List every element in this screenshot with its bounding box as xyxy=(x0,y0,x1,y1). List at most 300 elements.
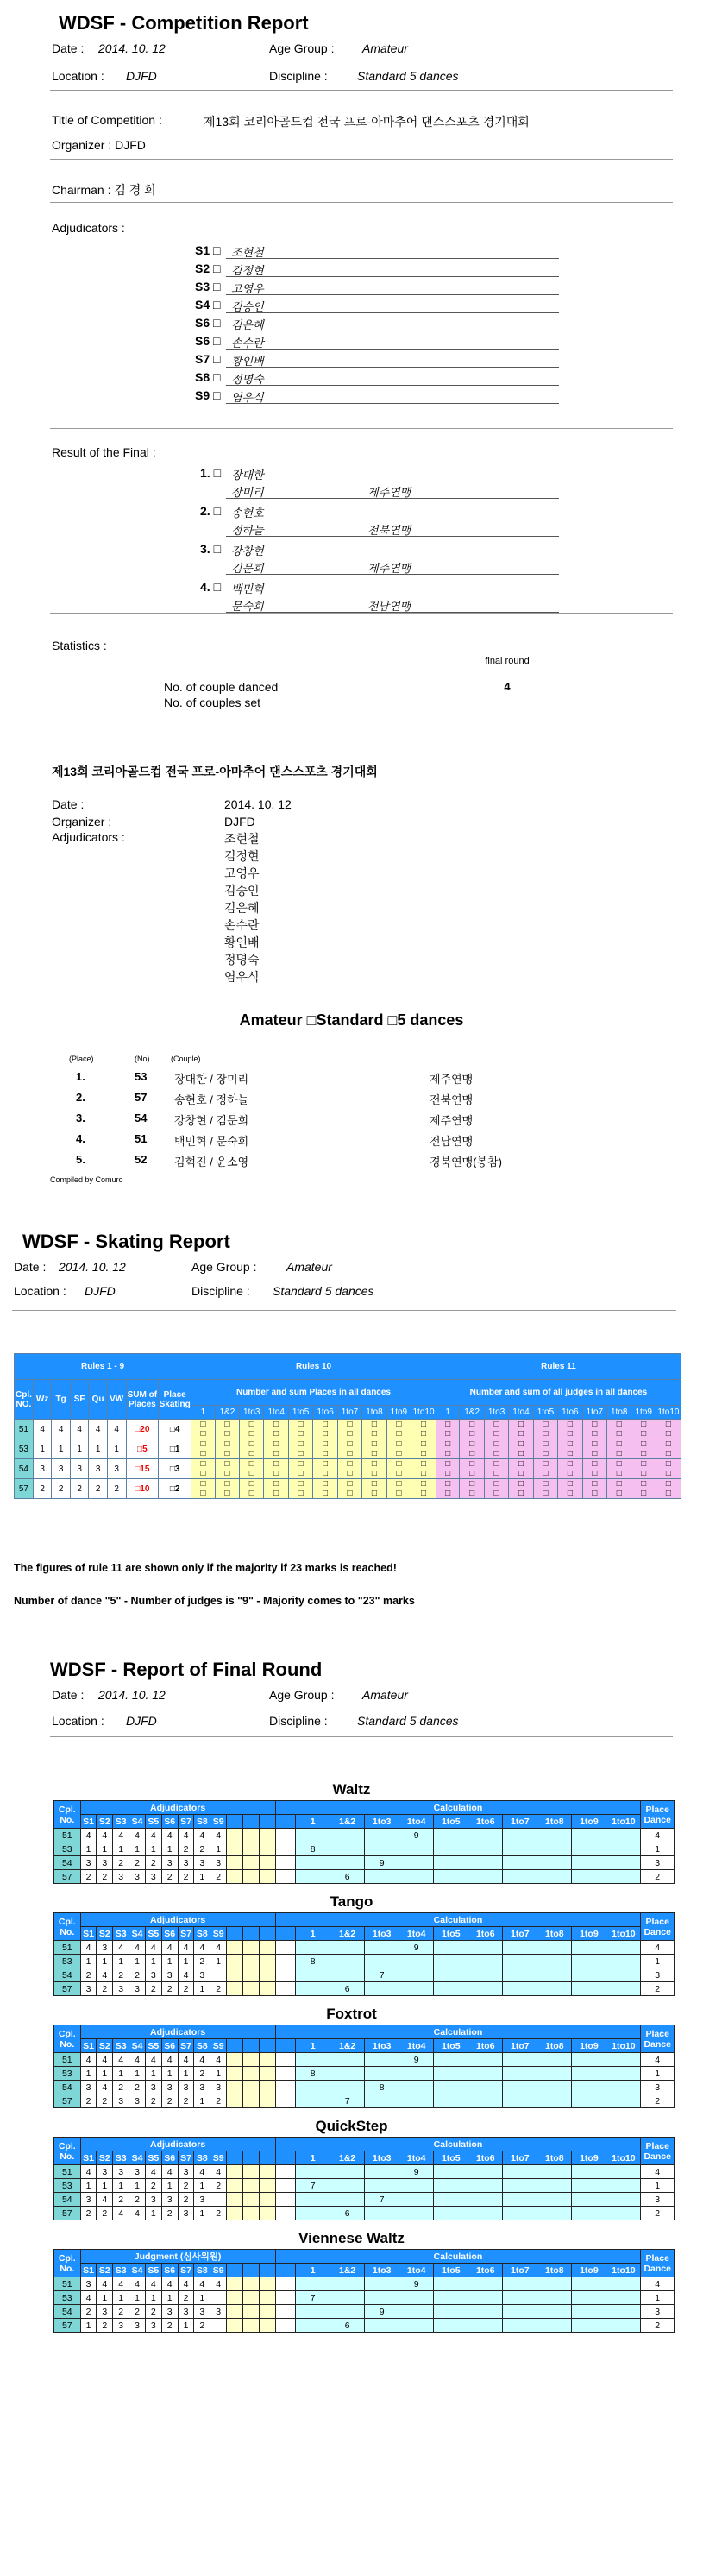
skating-sum: □20 xyxy=(126,1420,159,1439)
calc-col: 1to3 xyxy=(365,2264,399,2277)
adjudicator-mark: 1 xyxy=(80,2319,97,2333)
adjudicator-name: 김은혜 xyxy=(231,318,264,331)
calc-col: 1to7 xyxy=(503,1815,537,1829)
date-value: 2014. 10. 12 xyxy=(98,41,166,55)
calc-value xyxy=(468,1955,503,1968)
cpl-number: 53 xyxy=(54,2291,81,2305)
calc-value xyxy=(537,1941,572,1955)
calc-value xyxy=(537,2207,572,2220)
age-group-label: Age Group : xyxy=(269,41,335,55)
calc-value: 9 xyxy=(365,1856,399,1870)
calc-col: 1to4 xyxy=(399,1927,434,1941)
adjudicator-col: S7 xyxy=(178,1815,194,1829)
calc-value xyxy=(537,2081,572,2094)
rule11-cell: □ □ xyxy=(533,1439,557,1459)
rule11-cell: □ □ xyxy=(656,1479,681,1499)
adjudicator-col: S9 xyxy=(210,1815,227,1829)
calc-col: 1to9 xyxy=(572,2264,606,2277)
adjudicators-label: Adjudicators : xyxy=(52,221,125,235)
adjudicator-mark: 2 xyxy=(161,2207,178,2220)
blank-cell xyxy=(259,2067,275,2081)
calc-value xyxy=(537,1856,572,1870)
adjudicator-col: S1 xyxy=(80,1927,97,1941)
summary-place: 1. xyxy=(76,1070,85,1083)
blank-cell xyxy=(227,2094,243,2108)
divider xyxy=(50,90,673,91)
calc-value: 9 xyxy=(399,2053,434,2067)
adjudicator-mark: 3 xyxy=(97,2165,113,2179)
blank-cell xyxy=(242,2053,259,2067)
blank-cell xyxy=(227,2291,243,2305)
blank-cell xyxy=(242,2094,259,2108)
adjudicator-col: S8 xyxy=(194,2151,210,2165)
comp-title-label: Title of Competition : xyxy=(52,113,162,127)
calc-value xyxy=(503,2081,537,2094)
calc-value xyxy=(434,2067,468,2081)
calc-col-header: 1to4 xyxy=(264,1406,288,1420)
adjudicator-mark: 1 xyxy=(161,2179,178,2193)
adjudicator-mark: 1 xyxy=(178,2319,194,2333)
calc-col: 1to6 xyxy=(468,2264,503,2277)
adjudicator-mark: 4 xyxy=(194,1941,210,1955)
dance-row xyxy=(54,2305,675,2319)
result-place: 4. □ xyxy=(200,580,222,594)
calc-value xyxy=(572,2207,606,2220)
calc-value xyxy=(296,1982,330,1996)
rule11-cell: □ □ xyxy=(631,1479,656,1499)
calc-col: 1 xyxy=(296,2039,330,2053)
calc-col: 1to8 xyxy=(537,2264,572,2277)
calc-value xyxy=(572,2193,606,2207)
calc-value xyxy=(434,1968,468,1982)
calc-value xyxy=(537,2291,572,2305)
calc-value: 7 xyxy=(296,2179,330,2193)
calc-col: 1to10 xyxy=(606,1815,641,1829)
calc-value xyxy=(365,2277,399,2291)
blank-cell xyxy=(275,1829,296,1842)
rule10-cell: □ □ xyxy=(240,1439,264,1459)
adjudicator-name: 황인배 xyxy=(231,355,264,368)
calc-value: 9 xyxy=(365,2305,399,2319)
adjudicator-mark: 3 xyxy=(145,2319,161,2333)
adjudicator-mark: 4 xyxy=(161,2277,178,2291)
rule10-cell: □ □ xyxy=(288,1479,312,1499)
adjudicator-mark: 3 xyxy=(129,2319,146,2333)
calc-value xyxy=(572,1856,606,1870)
skating-dance-place: 3 xyxy=(33,1459,52,1479)
calc-col: 1to10 xyxy=(606,2151,641,2165)
skating-dance-place: 4 xyxy=(33,1420,52,1439)
adjudicator-mark: 3 xyxy=(97,1941,113,1955)
calc-value xyxy=(503,2319,537,2333)
calc-value xyxy=(537,2305,572,2319)
adjudicator-mark: 1 xyxy=(129,2067,146,2081)
calc-value xyxy=(399,2207,434,2220)
calc-value xyxy=(468,2165,503,2179)
cpl-header: Cpl. No. xyxy=(54,1913,81,1941)
calc-col: 1to8 xyxy=(537,1815,572,1829)
adjudicator-col: S7 xyxy=(178,2151,194,2165)
blank-cell xyxy=(227,1941,243,1955)
place-dance: 2 xyxy=(641,2319,675,2333)
adjudicator-mark: 3 xyxy=(161,1856,178,1870)
calc-value xyxy=(503,1829,537,1842)
adjudicator-mark: 1 xyxy=(129,1842,146,1856)
blank-cell xyxy=(227,2207,243,2220)
summary-number: 54 xyxy=(135,1112,148,1124)
adjudicator-name: 조현철 xyxy=(231,246,264,259)
adjudicator-mark: 3 xyxy=(145,2193,161,2207)
cpl-number: 53 xyxy=(54,2179,81,2193)
calc-value xyxy=(606,2094,641,2108)
skating-dance-place: 2 xyxy=(70,1479,88,1499)
blank-cell xyxy=(227,1829,243,1842)
adjudicator-mark: 1 xyxy=(210,1955,227,1968)
calc-value xyxy=(572,1955,606,1968)
adjudicator-col: S9 xyxy=(210,2264,227,2277)
blank-cell xyxy=(242,1955,259,1968)
adjudicator-mark: 2 xyxy=(80,1870,97,1884)
adjudicator-mark: 1 xyxy=(113,2179,129,2193)
calc-value xyxy=(606,1982,641,1996)
cpl-number: 57 xyxy=(54,1870,81,1884)
place-dance: 3 xyxy=(641,2193,675,2207)
rule11-cell: □ □ xyxy=(656,1439,681,1459)
adjudicator-mark: 1 xyxy=(178,1955,194,1968)
calc-value xyxy=(468,2207,503,2220)
adjudicator-mark: 4 xyxy=(210,2277,227,2291)
adjudicator-mark: 3 xyxy=(113,2319,129,2333)
calc-col-header: 1to10 xyxy=(411,1406,436,1420)
calc-value xyxy=(503,1870,537,1884)
calc-value xyxy=(606,2067,641,2081)
calc-col: 1to3 xyxy=(365,1815,399,1829)
rule11-cell: □ □ xyxy=(582,1479,606,1499)
adjudicator-mark: 4 xyxy=(129,2207,146,2220)
fr-location-label: Location : xyxy=(52,1714,104,1728)
calc-value xyxy=(468,2179,503,2193)
adjudicator-mark: 2 xyxy=(113,2305,129,2319)
adjudicator-col: S4 xyxy=(129,1927,146,1941)
sk-age-label: Age Group : xyxy=(191,1260,257,1274)
blank-cell xyxy=(259,2277,275,2291)
rule11-cell: □ □ xyxy=(558,1459,582,1479)
rule11-cell: □ □ xyxy=(484,1420,508,1439)
blank-cell xyxy=(259,2207,275,2220)
calc-value xyxy=(606,2319,641,2333)
blank-cell xyxy=(259,1856,275,1870)
result-region: 전북연맹 xyxy=(367,524,411,537)
adjudicator-mark: 1 xyxy=(210,2067,227,2081)
calc-value xyxy=(572,2277,606,2291)
adjudicator-col: S4 xyxy=(129,2039,146,2053)
calc-value xyxy=(537,1870,572,1884)
calc-value xyxy=(365,2165,399,2179)
adjudicator-mark: 1 xyxy=(97,2291,113,2305)
calc-value xyxy=(537,2053,572,2067)
rules-11-subheader: Number and sum of all judges in all dances xyxy=(436,1380,681,1406)
adjudicator-col: S4 xyxy=(129,2151,146,2165)
cpl-number: 51 xyxy=(54,1941,81,1955)
skating-place: □3 xyxy=(159,1459,191,1479)
competition-report-title: WDSF - Competition Report xyxy=(59,12,309,34)
place-dance: 4 xyxy=(641,2277,675,2291)
rule11-cell: □ □ xyxy=(460,1459,484,1479)
calc-col-header: 1to4 xyxy=(509,1406,533,1420)
calc-value xyxy=(572,1968,606,1982)
adjudicator-code: S9 □ xyxy=(195,388,221,402)
adjudicator-mark: 4 xyxy=(161,2053,178,2067)
summary-adjudicator-name: 정명숙 xyxy=(224,953,260,967)
calc-value xyxy=(330,2291,365,2305)
adjudicator-mark: 2 xyxy=(97,2319,113,2333)
calc-col: 1 xyxy=(296,1927,330,1941)
adjudicator-mark: 2 xyxy=(178,1870,194,1884)
blank-cell xyxy=(242,2305,259,2319)
skating-table xyxy=(14,1353,681,1499)
adjudicator-mark: 2 xyxy=(161,2319,178,2333)
blank-cell xyxy=(275,1955,296,1968)
rule10-cell: □ □ xyxy=(313,1459,337,1479)
blank-cell xyxy=(227,2053,243,2067)
dance-row xyxy=(54,1955,675,1968)
adjudicator-mark: 4 xyxy=(97,2053,113,2067)
adjudicator-mark: 3 xyxy=(145,1968,161,1982)
rule11-cell: □ □ xyxy=(607,1479,631,1499)
calc-value xyxy=(572,2053,606,2067)
blank-cell xyxy=(275,2207,296,2220)
dance-row xyxy=(54,1982,675,1996)
rules-10-header: Rules 10 xyxy=(191,1354,436,1380)
calc-value xyxy=(503,1856,537,1870)
summary-adjudicator-name: 김은혜 xyxy=(224,901,260,915)
calc-col: 1to4 xyxy=(399,2151,434,2165)
calc-value xyxy=(399,2319,434,2333)
adjudicator-mark: 3 xyxy=(80,2193,97,2207)
blank-cell xyxy=(227,1856,243,1870)
adjudicator-mark: 3 xyxy=(210,1856,227,1870)
calc-value xyxy=(503,2165,537,2179)
calc-value xyxy=(606,1870,641,1884)
divider xyxy=(50,159,673,160)
rule10-cell: □ □ xyxy=(191,1479,216,1499)
cpl-number: 54 xyxy=(54,1968,81,1982)
adjudicator-mark: 4 xyxy=(145,1829,161,1842)
rule10-cell: □ □ xyxy=(337,1479,361,1499)
calc-col: 1to3 xyxy=(365,2039,399,2053)
calc-col: 1&2 xyxy=(330,2264,365,2277)
calc-value xyxy=(434,1982,468,1996)
calc-value xyxy=(330,2053,365,2067)
couples-danced-label: No. of couple danced xyxy=(164,680,279,694)
calc-value xyxy=(330,1842,365,1856)
adjudicator-mark: 2 xyxy=(145,2305,161,2319)
adjudicator-mark: 1 xyxy=(194,2094,210,2108)
adjudicator-col: S3 xyxy=(113,2039,129,2053)
calc-value xyxy=(296,2094,330,2108)
adjudicator-mark: 2 xyxy=(161,2094,178,2108)
calc-col: 1&2 xyxy=(330,2151,365,2165)
calc-value xyxy=(503,2193,537,2207)
calc-col: 1to8 xyxy=(537,2039,572,2053)
blank-cell xyxy=(275,2067,296,2081)
adjudicator-col: S6 xyxy=(161,2151,178,2165)
place-dance-header: Place Dance xyxy=(641,2250,675,2277)
calc-value xyxy=(399,1968,434,1982)
calc-col: 1&2 xyxy=(330,1927,365,1941)
statistics-label: Statistics : xyxy=(52,639,107,652)
fr-location: DJFD xyxy=(126,1714,157,1728)
dance-row xyxy=(54,1870,675,1884)
blank-cell xyxy=(259,2081,275,2094)
summary-adjudicator-name: 고영우 xyxy=(224,866,260,880)
adjudicator-mark: 2 xyxy=(129,2081,146,2094)
calc-value xyxy=(468,2291,503,2305)
calc-value xyxy=(296,1870,330,1884)
calc-value xyxy=(606,2053,641,2067)
calc-value xyxy=(434,1842,468,1856)
adjudicator-col: S5 xyxy=(145,1927,161,1941)
divider xyxy=(50,1736,673,1737)
blank-cell xyxy=(275,1941,296,1955)
summary-adjudicator-name: 염우식 xyxy=(224,970,260,984)
adjudicator-mark: 2 xyxy=(113,2193,129,2207)
calc-col: 1to4 xyxy=(399,2264,434,2277)
cpl-header: Cpl. No. xyxy=(54,1801,81,1829)
skating-dance-place: 1 xyxy=(33,1439,52,1459)
calc-value xyxy=(365,1941,399,1955)
dance-row xyxy=(54,2207,675,2220)
adjudicator-mark: 1 xyxy=(113,1955,129,1968)
skating-cpl: 54 xyxy=(15,1459,34,1479)
summary-heading: Amateur □Standard □5 dances xyxy=(239,1011,464,1029)
rule11-cell: □ □ xyxy=(656,1420,681,1439)
calc-value: 8 xyxy=(296,1955,330,1968)
adjudicator-mark: 3 xyxy=(129,1982,146,1996)
adjudicator-mark: 2 xyxy=(161,1870,178,1884)
calc-value xyxy=(434,1870,468,1884)
place-dance-header: Place Dance xyxy=(641,1913,675,1941)
sk-location: DJFD xyxy=(85,1284,116,1298)
place-dance: 3 xyxy=(641,2081,675,2094)
adjudicator-mark: 1 xyxy=(145,2207,161,2220)
adjudicator-line xyxy=(226,385,559,386)
calc-value xyxy=(572,2067,606,2081)
rule11-cell: □ □ xyxy=(533,1420,557,1439)
adjudicator-mark: 1 xyxy=(145,1842,161,1856)
calc-value xyxy=(537,1842,572,1856)
summary-adjudicator-name: 손수란 xyxy=(224,918,260,932)
sk-discipline-label: Discipline : xyxy=(191,1284,250,1298)
blank-cell xyxy=(259,1842,275,1856)
rule11-cell: □ □ xyxy=(436,1420,460,1439)
blank-cell xyxy=(242,2277,259,2291)
calc-col: 1to9 xyxy=(572,1815,606,1829)
adjudicator-code: S2 □ xyxy=(195,261,221,275)
calc-value xyxy=(330,2193,365,2207)
calc-value xyxy=(365,1842,399,1856)
blank-cell xyxy=(259,2053,275,2067)
calc-value xyxy=(365,2067,399,2081)
rule11-cell: □ □ xyxy=(558,1420,582,1439)
summary-region: 경북연맹(봉참) xyxy=(430,1156,503,1168)
calc-col-header: 1to5 xyxy=(533,1406,557,1420)
majority-note: Number of dance "5" - Number of judges is "9" - Majority comes to "23" marks xyxy=(14,1595,415,1607)
rule10-cell: □ □ xyxy=(264,1479,288,1499)
adjudicator-mark: 4 xyxy=(97,2277,113,2291)
rule10-cell: □ □ xyxy=(264,1459,288,1479)
adjudicator-mark: 2 xyxy=(97,1982,113,1996)
blank-cell xyxy=(242,1829,259,1842)
calc-value xyxy=(606,1941,641,1955)
adjudicator-mark: 3 xyxy=(80,2277,97,2291)
rule11-note: The figures of rule 11 are shown only if the majority if 23 marks is reached! xyxy=(14,1562,397,1574)
calc-value xyxy=(434,2081,468,2094)
result-region: 제주연맹 xyxy=(367,486,411,499)
adjudicator-mark: 2 xyxy=(80,2305,97,2319)
calc-value xyxy=(572,1941,606,1955)
calc-col: 1to3 xyxy=(365,1927,399,1941)
dance-table xyxy=(53,1800,675,1884)
calc-value: 6 xyxy=(330,2319,365,2333)
divider xyxy=(12,1310,676,1311)
adjudicator-mark: 3 xyxy=(129,2094,146,2108)
blank-cell xyxy=(259,2179,275,2193)
adjudicator-mark: 3 xyxy=(161,2305,178,2319)
sk-location-label: Location : xyxy=(14,1284,66,1298)
adjudicator-line xyxy=(226,258,559,259)
calc-value xyxy=(503,1982,537,1996)
adjudicators-header: Adjudicators xyxy=(80,1801,275,1815)
summary-couple: 백민혁 / 문숙희 xyxy=(174,1135,249,1148)
blank-cell xyxy=(275,2081,296,2094)
place-dance: 4 xyxy=(641,2053,675,2067)
adjudicator-col: S1 xyxy=(80,2264,97,2277)
adjudicator-col: S3 xyxy=(113,1815,129,1829)
blank-cell xyxy=(227,2067,243,2081)
adjudicator-mark: 2 xyxy=(80,2207,97,2220)
rule10-cell: □ □ xyxy=(288,1459,312,1479)
adjudicator-mark: 3 xyxy=(113,1982,129,1996)
adjudicator-mark: 2 xyxy=(178,2193,194,2207)
dance-row xyxy=(54,1941,675,1955)
blank-cell xyxy=(259,1829,275,1842)
calc-value xyxy=(365,2094,399,2108)
adjudicator-mark: 4 xyxy=(194,2053,210,2067)
calc-value: 8 xyxy=(296,1842,330,1856)
calc-value: 6 xyxy=(330,2207,365,2220)
blank-cell xyxy=(259,1941,275,1955)
adjudicator-mark: 4 xyxy=(129,2053,146,2067)
calc-value xyxy=(537,2165,572,2179)
calc-value xyxy=(330,2179,365,2193)
calc-value xyxy=(572,2291,606,2305)
calc-value xyxy=(399,2179,434,2193)
summary-organizer: DJFD xyxy=(224,815,255,828)
calc-col: 1to7 xyxy=(503,2151,537,2165)
place-dance: 1 xyxy=(641,1955,675,1968)
calc-value xyxy=(468,1968,503,1982)
rule11-cell: □ □ xyxy=(558,1439,582,1459)
dance-row xyxy=(54,2165,675,2179)
calc-value xyxy=(296,2081,330,2094)
blank-cell xyxy=(227,1842,243,1856)
adjudicator-mark: 1 xyxy=(194,2179,210,2193)
rule10-cell: □ □ xyxy=(411,1479,436,1499)
adjudicator-mark: 3 xyxy=(194,1968,210,1982)
calc-value xyxy=(296,2277,330,2291)
calc-value xyxy=(572,1870,606,1884)
